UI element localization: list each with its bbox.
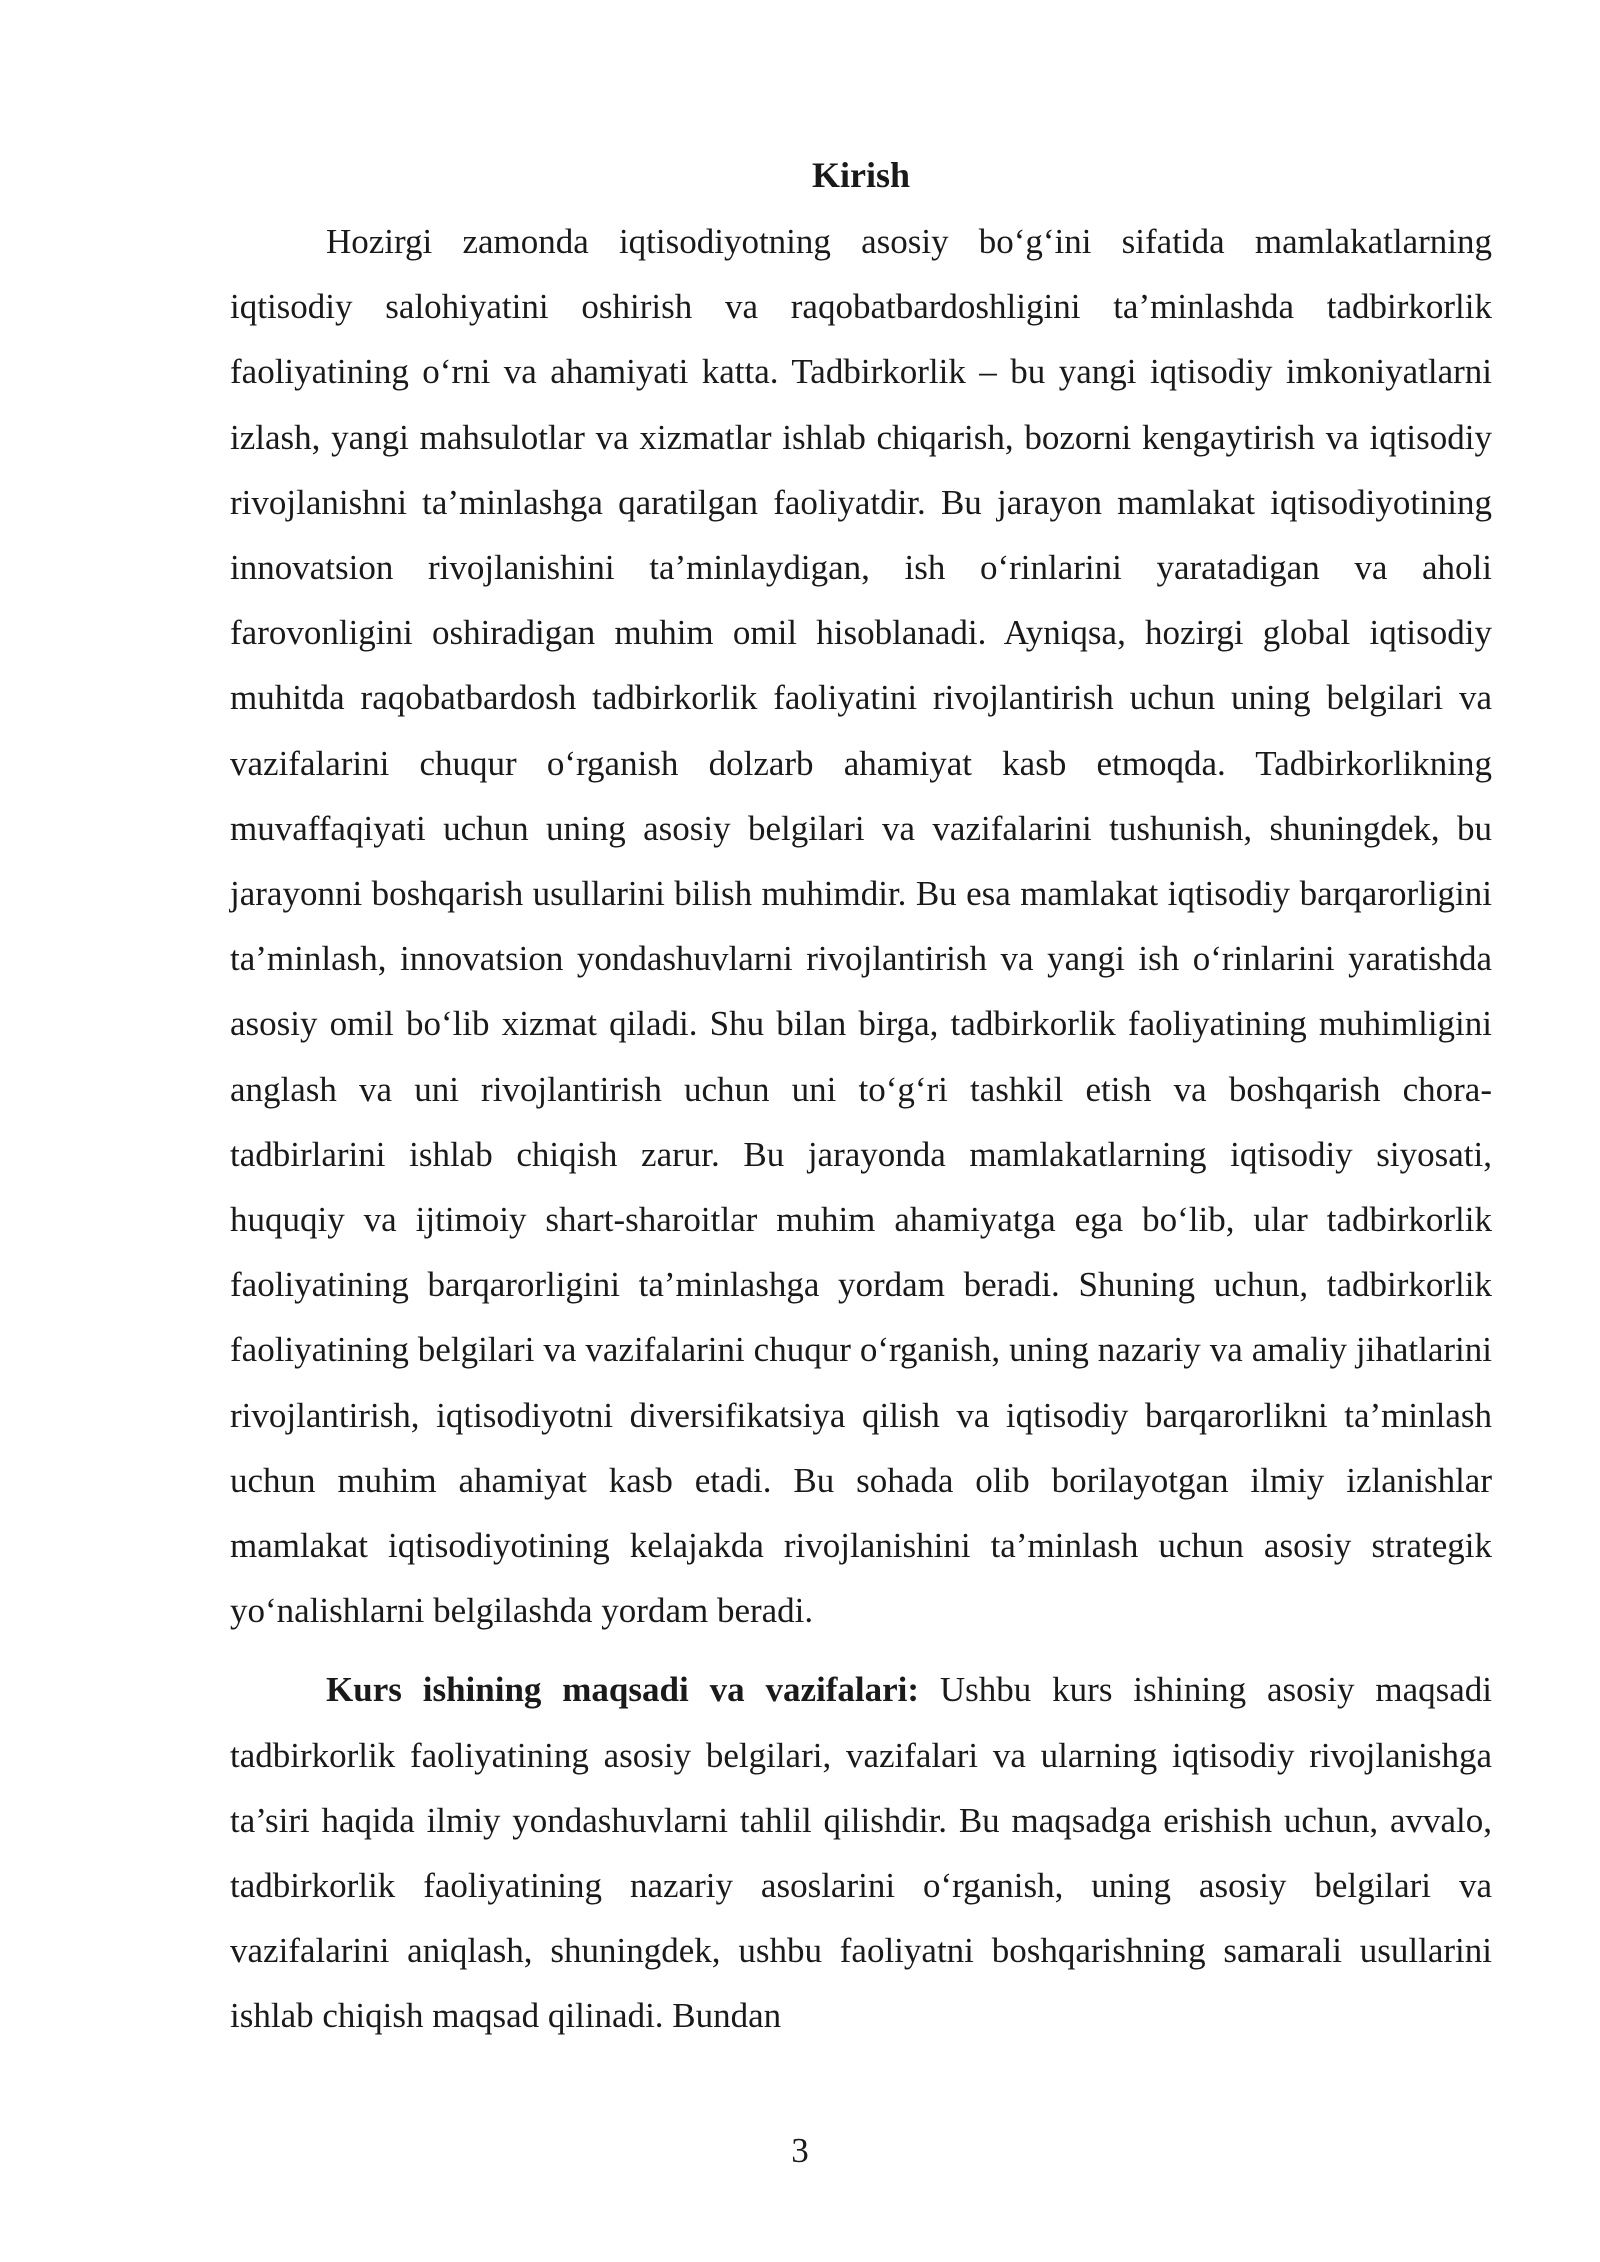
page-content bbox=[230, 146, 1492, 2049]
objectives-body: Ushbu kurs ishining asosiy maqsadi tadbirkorlik faoliyatining asosiy belgilari, vazifalari va ularning iqtisodiy rivojlanishga ta’siri haqida ilmiy yondashuvlarni tahlil qilishdir. Bu maqsadga erishish uchun, avvalo, tadbirkorlik faoliyatining nazariy asoslarini o‘rganish, uning asosiy belgilari va vazifalarini aniqlash, shuningdek, ushbu faoliyatni boshqarishning samarali usullarini ishlab chiqish maqsad qilinadi. Bundan bbox=[230, 1670, 1492, 2036]
objectives-lead: Kurs ishining maqsadi va vazifalari: bbox=[326, 1670, 920, 1710]
objectives-paragraph bbox=[230, 1657, 1492, 2048]
section-heading: Kirish bbox=[811, 155, 910, 195]
page-number: 3 bbox=[791, 2131, 809, 2170]
intro-paragraph: Hozirgi zamonda iqtisodiyotning asosiy bo‘g‘ini sifatida mamlakatlarning iqtisodiy salohiyatini oshirish va raqobatbardoshligini ta’minlashda tadbirkorlik faoliyatining o‘rni va ahamiyati katta. Tadbirkorlik – bu yangi iqtisodiy imkoniyatlarni izlash, yangi mahsulotlar va xizmatlar ishlab chiqarish, bozorni kengaytirish va iqtisodiy rivojlanishni ta’minlashga qaratilgan faoliyatdir. Bu jarayon mamlakat iqtisodiyotining innovatsion rivojlanishini ta’minlaydigan, ish o‘rinlarini yaratadigan va aholi farovonligini oshiradigan muhim omil hisoblanadi. Ayniqsa, hozirgi global iqtisodiy muhitda raqobatbardosh tadbirkorlik faoliyatini rivojlantirish uchun uning belgilari va vazifalarini chuqur o‘rganish dolzarb ahamiyat kasb etmoqda. Tadbirkorlikning muvaffaqiyati uchun uning asosiy belgilari va vazifalarini tushunish, shuningdek, bu jarayonni boshqarish usullarini bilish muhimdir. Bu esa mamlakat iqtisodiy barqarorligini ta’minlash, innovatsion yondashuvlarni rivojlantirish va yangi ish o‘rinlarini yaratishda asosiy omil bo‘lib xizmat qiladi. Shu bilan birga, tadbirkorlik faoliyatining muhimligini anglash va uni rivojlantirish uchun uni to‘g‘ri tashkil etish va boshqarish chora-tadbirlarini ishlab chiqish zarur. Bu jarayonda mamlakatlarning iqtisodiy siyosati, huquqiy va ijtimoiy shart-sharoitlar muhim ahamiyatga ega bo‘lib, ular tadbirkorlik faoliyatining barqarorligini ta’minlashga yordam beradi. Shuning uchun, tadbirkorlik faoliyatining belgilari va vazifalarini chuqur o‘rganish, uning nazariy va amaliy jihatlarini rivojlantirish, iqtisodiyotni diversifikatsiya qilish va iqtisodiy barqarorlikni ta’minlash uchun muhim ahamiyat kasb etadi. Bu sohada olib borilayotgan ilmiy izlanishlar mamlakat iqtisodiyotining kelajakda rivojlanishini ta’minlash uchun asosiy strategik yo‘nalishlarni belgilashda yordam beradi. bbox=[230, 222, 1492, 1631]
